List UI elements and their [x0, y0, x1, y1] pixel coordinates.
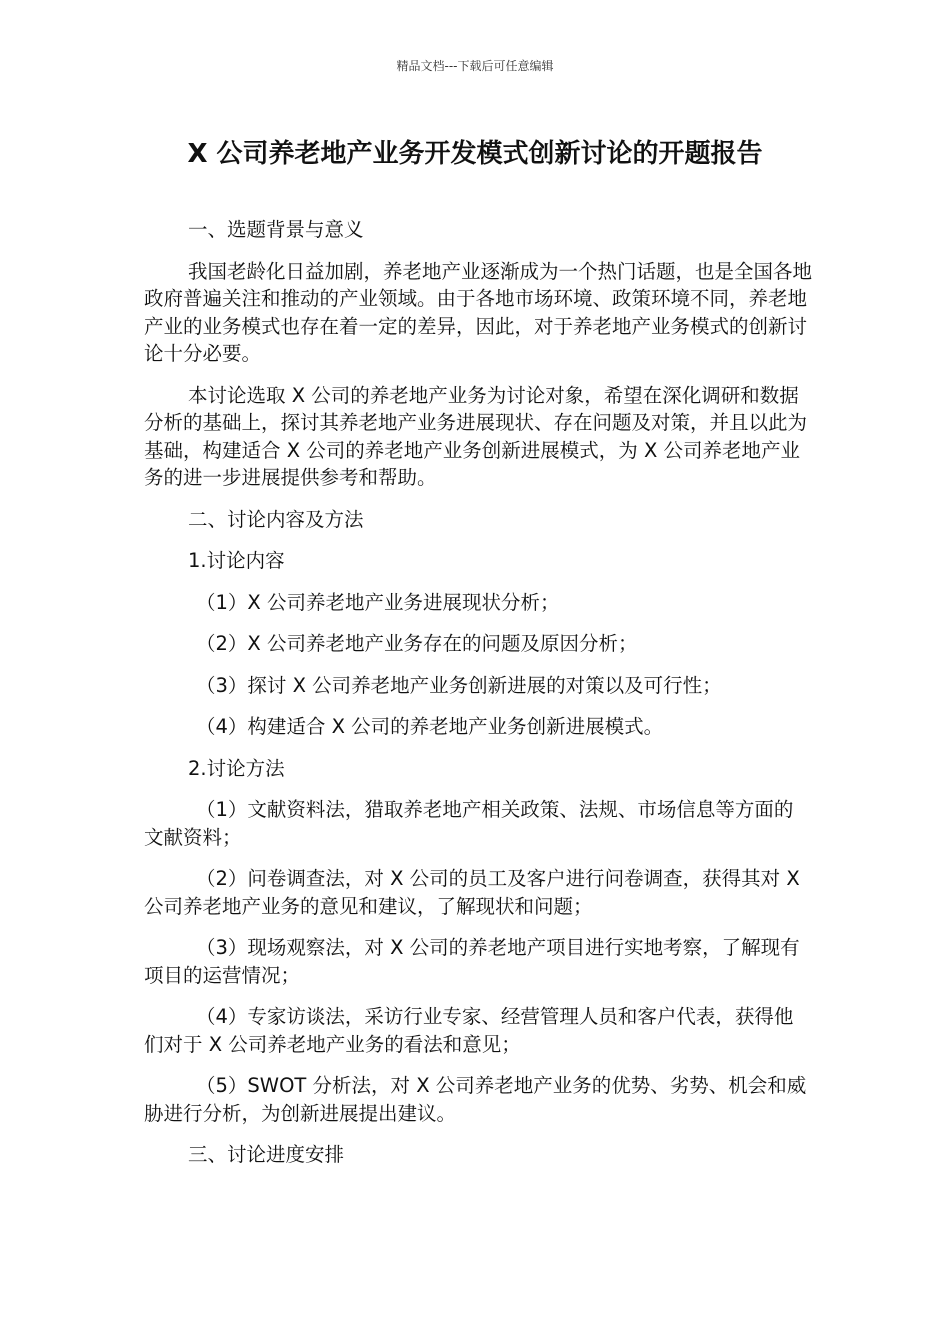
section-heading: 三、讨论进度安排 [188, 1143, 345, 1166]
list-item: （2）问卷调查法，对 X 公司的员工及客户进行问卷调查，获得其对 X 公司养老地产业务的意见和建议，了解现状和问题； [144, 867, 800, 918]
section-heading: 一、选题背景与意义 [188, 218, 364, 241]
body-paragraph: 本讨论选取 X 公司的养老地产业务为讨论对象，希望在深化调研和数据分析的基础上，探讨其养老地产业务进展现状、存在问题及对策，并且以此为基础，构建适合 X 公司的养老地产业务创新进展模式，为 X 公司养老地产业务的进一步进展提供参考和帮助。 [144, 383, 808, 489]
list-item: （3）现场观察法，对 X 公司的养老地产项目进行实地考察，了解现有项目的运营情况； [144, 936, 800, 987]
subsection-heading: 1.讨论内容 [188, 549, 285, 572]
section-heading: 二、讨论内容及方法 [188, 507, 364, 531]
document-body [144, 216, 812, 1183]
list-item: （2）X 公司养老地产业务存在的问题及原因分析； [196, 632, 638, 655]
body-paragraph: 我国老龄化日益加剧，养老地产业逐渐成为一个热门话题，也是全国各地政府普遍关注和推动的产业领域。由于各地市场环境、政策环境不同，养老地产业的业务模式也存在着一定的差异，因此，对于养老地产业务模式的创新讨论十分必要。 [144, 259, 813, 365]
list-item: （3）探讨 X 公司养老地产业务创新进展的对策以及可行性； [196, 673, 722, 697]
list-item: （4）构建适合 X 公司的养老地产业务创新进展模式。 [196, 715, 664, 738]
page-header: 精品文档---下载后可任意编辑 [396, 59, 554, 73]
list-item: （1）X 公司养老地产业务进展现状分析； [196, 590, 560, 614]
list-item: （4）专家访谈法，采访行业专家、经营管理人员和客户代表，获得他们对于 X 公司养老地产业务的看法和意见； [144, 1005, 794, 1056]
subsection-heading: 2.讨论方法 [188, 756, 285, 780]
list-item: （5）SWOT 分析法，对 X 公司养老地产业务的优势、劣势、机会和威胁进行分析，为创新进展提出建议。 [144, 1074, 807, 1125]
list-item: （1）文献资料法，猎取养老地产相关政策、法规、市场信息等方面的文献资料； [144, 798, 794, 849]
document-title: X 公司养老地产业务开发模式创新讨论的开题报告 [187, 139, 763, 169]
